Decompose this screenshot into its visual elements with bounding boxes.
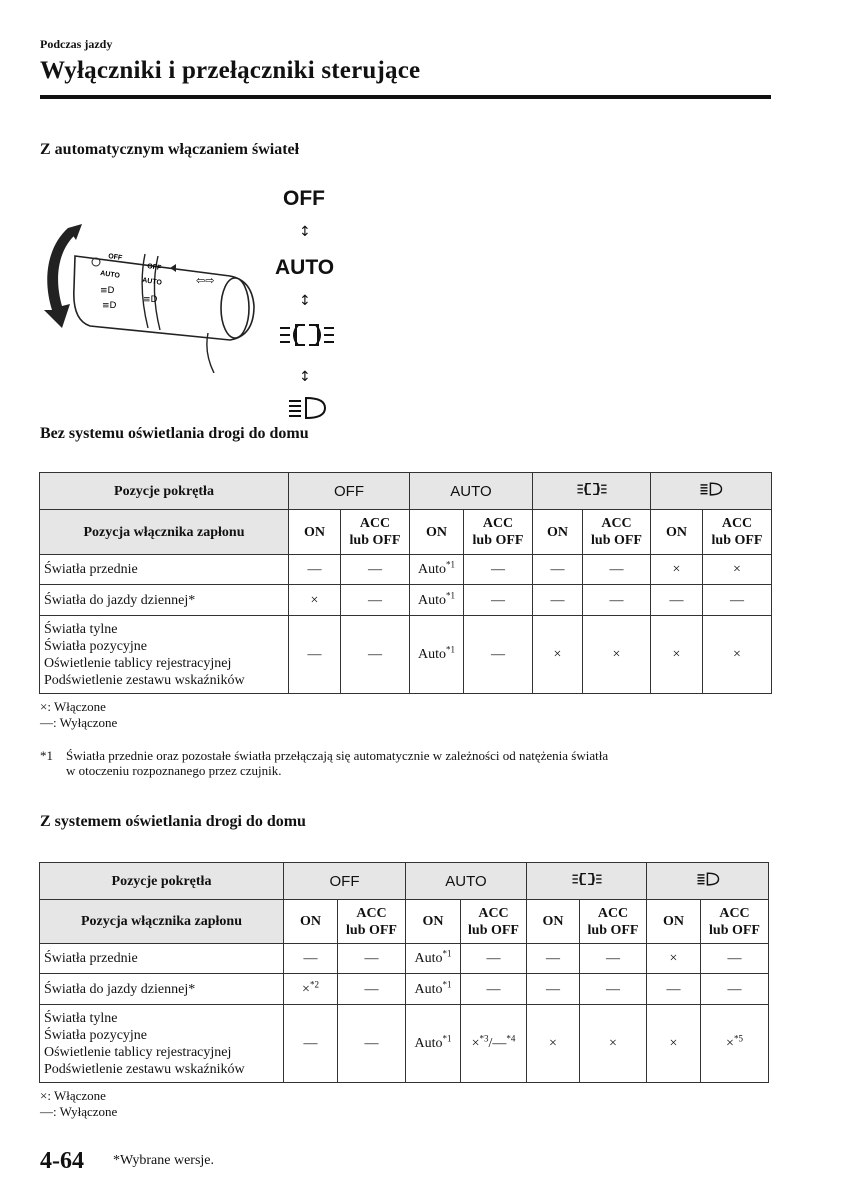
light-switch-stalk-illustration — [30, 218, 260, 373]
table-cell: — — [461, 974, 527, 1005]
svg-text:AUTO: AUTO — [99, 270, 121, 280]
table-cell: — — [461, 944, 527, 974]
version-note: *Wybrane wersje. — [113, 1153, 215, 1168]
ignition-acc-off: ACC lub OFF — [464, 510, 533, 555]
page-number: 4-64 — [40, 1148, 84, 1174]
legend — [40, 699, 117, 731]
svg-text:≡D: ≡D — [100, 286, 115, 296]
svg-text:AUTO: AUTO — [141, 277, 163, 287]
table-cell: — — [464, 585, 533, 616]
ignition-position-label: Pozycja włącznika zapłonu — [40, 900, 284, 944]
knob-position-label: Pozycje pokrętła — [40, 473, 289, 510]
table-cell: Auto$^{*1}$ — [410, 555, 464, 585]
table-cell: — — [701, 974, 769, 1005]
ignition-acc-off: ACC lub OFF — [338, 900, 406, 944]
parking-lights-icon — [570, 872, 604, 886]
section-label: Podczas jazdy — [40, 37, 113, 51]
table-cell: ×$^{*3}$/—$^{*4}$ — [461, 1005, 527, 1083]
table-cell: × — [651, 616, 703, 694]
ignition-on: ON — [289, 510, 341, 555]
lighting-table-with-home-system — [39, 862, 769, 1083]
table-cell: — — [533, 555, 583, 585]
table-cell: — — [464, 555, 533, 585]
row-label: Światła przednie — [40, 944, 284, 974]
ignition-acc-off: ACC lub OFF — [583, 510, 651, 555]
ignition-acc-off: ACC lub OFF — [461, 900, 527, 944]
ignition-on: ON — [284, 900, 338, 944]
knob-headlights-header — [651, 473, 772, 510]
table-row — [40, 974, 769, 1005]
footnote — [40, 748, 780, 778]
svg-text:≡D: ≡D — [102, 301, 117, 311]
knob-parking-header — [533, 473, 651, 510]
footnote-mark: *1 — [40, 748, 53, 763]
table-cell: × — [583, 616, 651, 694]
ignition-acc-off: ACC lub OFF — [701, 900, 769, 944]
svg-text:OFF: OFF — [107, 253, 123, 262]
table-cell: × — [647, 944, 701, 974]
ignition-on: ON — [533, 510, 583, 555]
knob-auto-header: AUTO — [410, 473, 533, 510]
knob-position-label: Pozycje pokrętła — [40, 863, 284, 900]
row-label: Światła do jazdy dziennej* — [40, 974, 284, 1005]
legend-on: ×: Włączone — [40, 1088, 106, 1103]
table-cell: — — [464, 616, 533, 694]
legend-off: —: Wyłączone — [40, 1104, 118, 1119]
svg-text:≡D: ≡D — [143, 295, 158, 305]
table-cell: Auto$^{*1}$ — [406, 974, 461, 1005]
table-cell: — — [341, 616, 410, 694]
table-cell: — — [580, 944, 647, 974]
headlights-icon — [699, 482, 723, 496]
footnote-text: Światła przednie oraz pozostałe światła przełączają się automatycznie w zależności od natężenia światła — [66, 748, 609, 763]
table-cell: — — [583, 585, 651, 616]
table-cell: — — [527, 944, 580, 974]
headlights-icon — [287, 396, 327, 420]
knob-auto-header: AUTO — [406, 863, 527, 900]
auto-lights-heading: Z automatycznym włączaniem świateł — [40, 141, 300, 158]
table-cell: — — [284, 944, 338, 974]
table-cell: × — [533, 616, 583, 694]
table1-heading: Bez systemu oświetlania drogi do domu — [40, 425, 309, 442]
legend-off: —: Wyłączone — [40, 715, 118, 730]
table-row — [40, 585, 772, 616]
ignition-position-label: Pozycja włącznika zapłonu — [40, 510, 289, 555]
parking-lights-icon — [575, 482, 609, 496]
table-cell: ×$^{*5}$ — [701, 1005, 769, 1083]
legend — [40, 1088, 117, 1120]
table-cell: Auto$^{*1}$ — [410, 585, 464, 616]
table-cell: × — [703, 555, 772, 585]
parking-lights-icon — [278, 322, 336, 348]
table2-heading: Z systemem oświetlania drogi do domu — [40, 813, 306, 830]
table-cell: × — [289, 585, 341, 616]
table-cell: — — [703, 585, 772, 616]
table-cell: — — [701, 944, 769, 974]
table-row — [40, 555, 772, 585]
knob-off-header: OFF — [284, 863, 406, 900]
table-cell: × — [651, 555, 703, 585]
table-cell: — — [647, 974, 701, 1005]
row-label: Światła tylne Światła pozycyjne Oświetlenie tablicy rejestracyjnej Podświetlenie zestawu wskaźników — [40, 616, 289, 694]
table-cell: — — [289, 616, 341, 694]
table-cell: — — [338, 944, 406, 974]
table-cell: × — [580, 1005, 647, 1083]
footnote-text: w otoczeniu rozpoznanego przez czujnik. — [66, 763, 282, 778]
ignition-on: ON — [647, 900, 701, 944]
up-down-arrow-icon: ↕ — [299, 369, 311, 385]
position-auto-label: AUTO — [275, 256, 335, 279]
lighting-table-without-home-system — [39, 472, 772, 694]
up-down-arrow-icon: ↕ — [299, 224, 311, 240]
table-cell: Auto$^{*1}$ — [406, 944, 461, 974]
knob-headlights-header — [647, 863, 769, 900]
table-row — [40, 944, 769, 974]
row-label: Światła do jazdy dziennej* — [40, 585, 289, 616]
table-cell: — — [527, 974, 580, 1005]
ignition-acc-off: ACC lub OFF — [341, 510, 410, 555]
table-cell: — — [338, 974, 406, 1005]
ignition-position-row — [40, 900, 769, 944]
knob-position-row — [40, 473, 772, 510]
table-row — [40, 616, 772, 694]
ignition-position-row — [40, 510, 772, 555]
headlights-icon — [696, 872, 720, 886]
position-off-label: OFF — [283, 187, 325, 210]
table-cell: — — [338, 1005, 406, 1083]
table-cell: — — [284, 1005, 338, 1083]
ignition-acc-off: ACC lub OFF — [580, 900, 647, 944]
legend-on: ×: Włączone — [40, 699, 106, 714]
svg-text:OFF: OFF — [146, 263, 162, 272]
table-cell: — — [580, 974, 647, 1005]
row-label: Światła przednie — [40, 555, 289, 585]
table-cell: — — [289, 555, 341, 585]
table-cell: — — [533, 585, 583, 616]
svg-text:⇦⇨: ⇦⇨ — [196, 274, 215, 287]
up-down-arrow-icon: ↕ — [299, 293, 311, 309]
knob-off-header: OFF — [289, 473, 410, 510]
title-rule — [40, 95, 771, 99]
knob-parking-header — [527, 863, 647, 900]
table-cell: — — [341, 555, 410, 585]
knob-position-row — [40, 863, 769, 900]
table-cell: × — [527, 1005, 580, 1083]
table-cell: × — [703, 616, 772, 694]
table-cell: — — [651, 585, 703, 616]
table-row — [40, 1005, 769, 1083]
page-title: Wyłączniki i przełączniki sterujące — [40, 57, 421, 84]
ignition-on: ON — [651, 510, 703, 555]
table-cell: Auto$^{*1}$ — [406, 1005, 461, 1083]
ignition-acc-off: ACC lub OFF — [703, 510, 772, 555]
row-label: Światła tylne Światła pozycyjne Oświetlenie tablicy rejestracyjnej Podświetlenie zestawu wskaźników — [40, 1005, 284, 1083]
ignition-on: ON — [410, 510, 464, 555]
table-cell: — — [341, 585, 410, 616]
ignition-on: ON — [406, 900, 461, 944]
table-cell: — — [583, 555, 651, 585]
table-cell: Auto$^{*1}$ — [410, 616, 464, 694]
table-cell: × — [647, 1005, 701, 1083]
table-cell: ×$^{*2}$ — [284, 974, 338, 1005]
ignition-on: ON — [527, 900, 580, 944]
